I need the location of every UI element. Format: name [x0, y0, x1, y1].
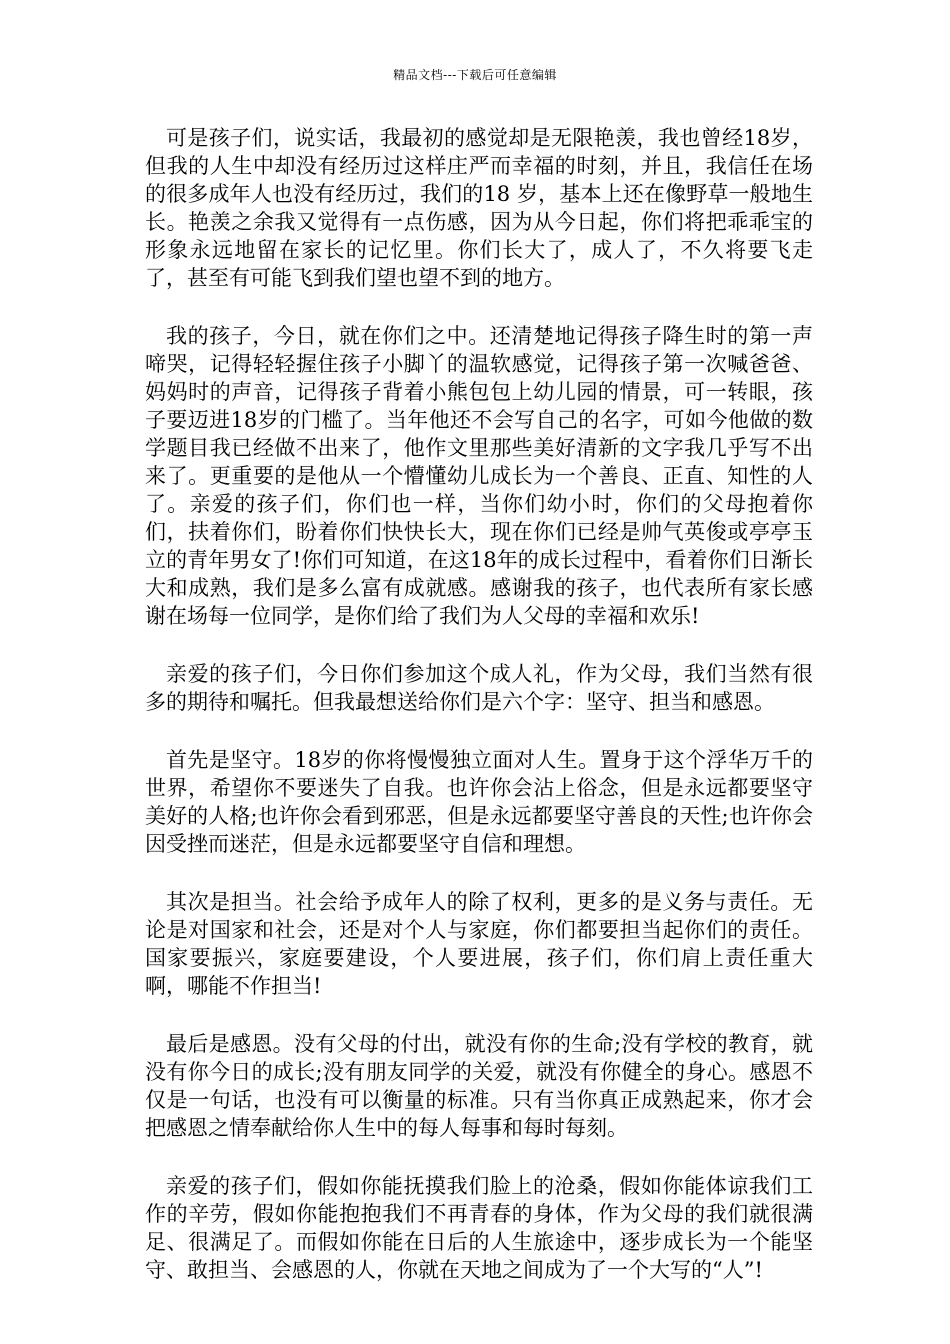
document-body: [145, 124, 813, 1284]
paragraph-3: 亲爱的孩子们，今日你们参加这个成人礼，作为父母，我们当然有很多的期待和嘱托。但我最想送给你们是六个字：坚守、担当和感恩。: [145, 662, 813, 714]
page-header: 精品文档---下载后可任意编辑: [393, 68, 557, 82]
paragraph-6: 最后是感恩。没有父母的付出，就没有你的生命;没有学校的教育，就没有你今日的成长;没有朋友同学的关爱，就没有你健全的身心。感恩不仅是一句话，也没有可以衡量的标准。只有当你真正成熟起来，你才会把感恩之情奉献给你人生中的每人每事和每时每刻。: [145, 1032, 813, 1140]
paragraph-5: 其次是担当。社会给予成年人的除了权利，更多的是义务与责任。无论是对国家和社会，还是对个人与家庭，你们都要担当起你们的责任。国家要振兴，家庭要建设，个人要进展，孩子们，你们肩上责任重大啊，哪能不作担当!: [145, 890, 813, 998]
paragraph-7: 亲爱的孩子们，假如你能抚摸我们脸上的沧桑，假如你能体谅我们工作的辛劳，假如你能抱抱我们不再青春的身体，作为父母的我们就很满足、很满足了。而假如你能在日后的人生旅途中，逐步成长为一个能坚守、敢担当、会感恩的人，你就在天地之间成为了一个大写的“人”!: [145, 1174, 813, 1282]
paragraph-4: 首先是坚守。18岁的你将慢慢独立面对人生。置身于这个浮华万千的世界，希望你不要迷失了自我。也许你会沾上俗念，但是永远都要坚守美好的人格;也许你会看到邪恶，但是永远都要坚守善良的天性;也许你会因受挫而迷茫，但是永远都要坚守自信和理想。: [145, 748, 813, 856]
paragraph-2: 我的孩子，今日，就在你们之中。还清楚地记得孩子降生时的第一声啼哭，记得轻轻握住孩子小脚丫的温软感觉，记得孩子第一次喊爸爸、妈妈时的声音，记得孩子背着小熊包包上幼儿园的情景，可一转眼，孩子要迈进18岁的门槛了。当年他还不会写自己的名字，可如今他做的数学题目我已经做不出来了，他作文里那些美好清新的文字我几乎写不出来了。更重要的是他从一个懵懂幼儿成长为一个善良、正直、知性的人了。亲爱的孩子们，你们也一样，当你们幼小时，你们的父母抱着你们，扶着你们，盼着你们快快长大，现在你们已经是帅气英俊或亭亭玉立的青年男女了!你们可知道，在这18年的成长过程中，看着你们日渐长大和成熟，我们是多么富有成就感。感谢我的孩子，也代表所有家长感谢在场每一位同学，是你们给了我们为人父母的幸福和欢乐!: [145, 324, 813, 628]
paragraph-1: 可是孩子们，说实话，我最初的感觉却是无限艳羡，我也曾经18岁，但我的人生中却没有经历过这样庄严而幸福的时刻，并且，我信任在场的很多成年人也没有经历过，我们的18 岁，基本上还在像野草一般地生长。艳羡之余我又觉得有一点伤感，因为从今日起，你们将把乖乖宝的形象永远地留在家长的记忆里。你们长大了，成人了，不久将要飞走了，甚至有可能飞到我们望也望不到的地方。: [145, 126, 813, 290]
